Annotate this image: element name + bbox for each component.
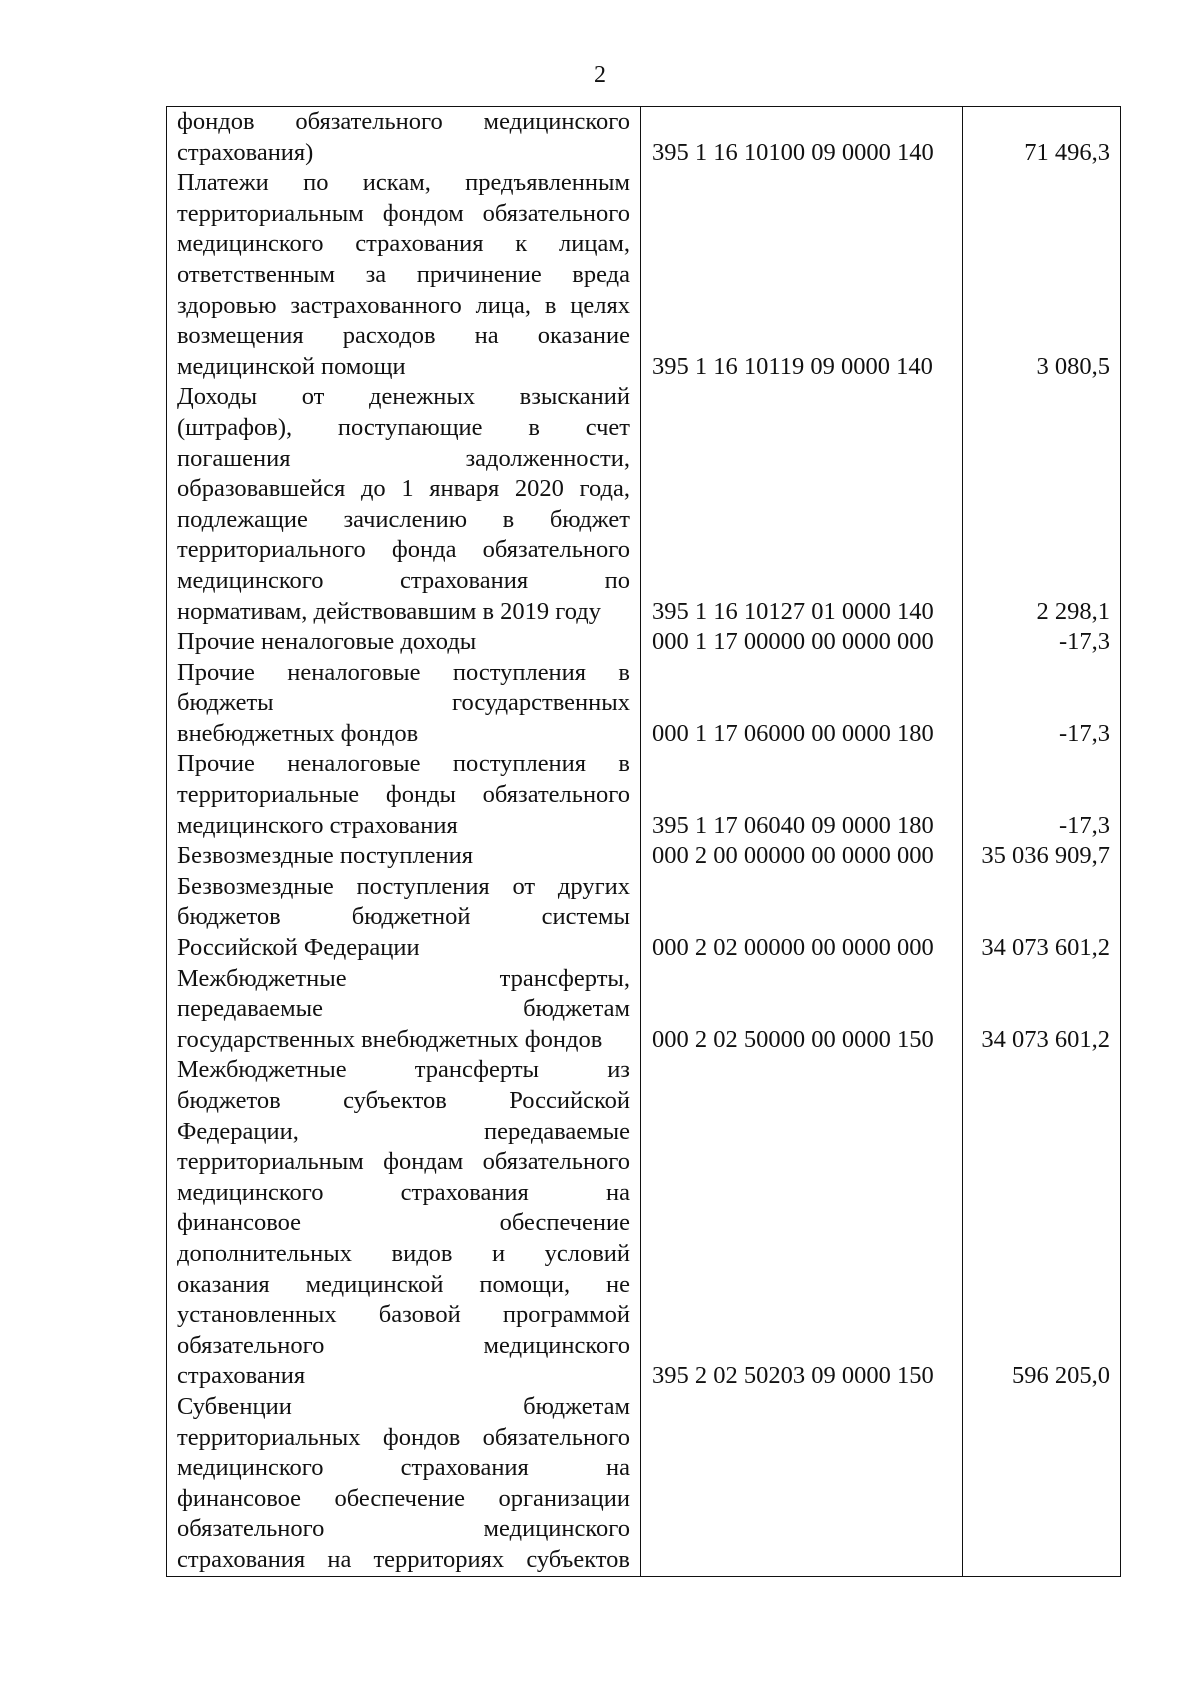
- revenue-name-line: оказания медицинской помощи, не: [177, 1270, 630, 1298]
- revenue-name-line: дополнительных видов и условий: [177, 1239, 630, 1267]
- table-row: [167, 168, 1121, 382]
- table-row: [167, 841, 1121, 872]
- budget-code-cell: 000 1 17 06000 00 0000 180: [641, 658, 963, 750]
- revenue-name-line: территориальным фондом обязательного: [177, 199, 630, 227]
- revenue-name-cell: [167, 841, 641, 872]
- revenue-name-line: обязательного медицинского: [177, 1515, 630, 1543]
- revenue-name-line: подлежащие зачислению в бюджет: [177, 505, 630, 533]
- revenue-name-line: государственных внебюджетных фондов: [177, 1025, 603, 1053]
- budget-code-cell: 000 1 17 00000 00 0000 000: [641, 627, 963, 658]
- amount-cell: -17,3: [963, 627, 1121, 658]
- revenue-name-line: бюджетов субъектов Российской: [177, 1087, 630, 1114]
- revenue-name-line: Безвозмездные поступления: [177, 842, 474, 870]
- revenue-name-line: территориальные фонды обязательного: [177, 781, 630, 809]
- amount-cell: 596 205,0: [963, 1055, 1121, 1392]
- revenue-name-line: Федерации, передаваемые: [177, 1117, 630, 1145]
- revenue-name-line: ответственным за причинение вреда: [177, 260, 630, 288]
- revenue-name-cell: [167, 872, 641, 964]
- revenue-name-cell: [167, 658, 641, 750]
- budget-code-cell: 395 1 17 06040 09 0000 180: [641, 749, 963, 841]
- revenue-name-line: Доходы от денежных взысканий: [177, 383, 630, 411]
- revenue-name-line: Субвенции бюджетам: [177, 1392, 630, 1420]
- amount-cell: [963, 1392, 1121, 1576]
- revenue-name-line: территориальным фондам обязательного: [177, 1148, 630, 1176]
- budget-code-cell: 000 2 02 50000 00 0000 150: [641, 964, 963, 1056]
- revenue-name-line: страхования): [177, 138, 314, 166]
- table-row: [167, 1392, 1121, 1576]
- table-row: [167, 872, 1121, 964]
- amount-cell: 2 298,1: [963, 382, 1121, 627]
- revenue-name-line: возмещения расходов на оказание: [177, 322, 630, 350]
- revenue-name-line: Российской Федерации: [177, 934, 420, 962]
- revenue-name-cell: [167, 107, 641, 169]
- revenue-name-line: Безвозмездные поступления от других: [177, 872, 630, 900]
- budget-code-cell: [641, 1392, 963, 1576]
- revenue-name-cell: [167, 1055, 641, 1392]
- revenue-name-line: Прочие неналоговые поступления в: [177, 750, 630, 778]
- table-row: [167, 658, 1121, 750]
- revenue-name-line: финансовое обеспечение организации: [177, 1484, 630, 1512]
- amount-cell: 71 496,3: [963, 107, 1121, 169]
- revenue-name-line: территориального фонда обязательного: [177, 536, 630, 564]
- budget-code-cell: 395 1 16 10100 09 0000 140: [641, 107, 963, 169]
- revenue-name-cell: [167, 749, 641, 841]
- table-row: [167, 382, 1121, 627]
- revenue-name-line: обязательного медицинского: [177, 1331, 630, 1359]
- table-row: [167, 627, 1121, 658]
- revenue-table: [166, 106, 1121, 1577]
- revenue-name-line: Межбюджетные трансферты из: [177, 1056, 630, 1084]
- budget-code-cell: 000 2 02 00000 00 0000 000: [641, 872, 963, 964]
- revenue-name-line: медицинской помощи: [177, 352, 406, 380]
- amount-cell: -17,3: [963, 749, 1121, 841]
- revenue-name-line: Платежи по искам, предъявленным: [177, 169, 630, 197]
- revenue-name-line: погашения задолженности,: [177, 444, 630, 472]
- revenue-name-line: установленных базовой программой: [177, 1301, 630, 1329]
- revenue-name-line: образовавшейся до 1 января 2020 года,: [177, 475, 630, 503]
- revenue-name-line: нормативам, действовавшим в 2019 году: [177, 597, 602, 625]
- revenue-name-line: финансовое обеспечение: [177, 1209, 630, 1237]
- amount-cell: 35 036 909,7: [963, 841, 1121, 872]
- table-row: [167, 1055, 1121, 1392]
- budget-code-cell: 395 1 16 10127 01 0000 140: [641, 382, 963, 627]
- budget-code-cell: 395 2 02 50203 09 0000 150: [641, 1055, 963, 1392]
- revenue-name-cell: [167, 627, 641, 658]
- amount-cell: 3 080,5: [963, 168, 1121, 382]
- revenue-name-line: здоровью застрахованного лица, в целях: [177, 291, 630, 319]
- revenue-name-line: медицинского страхования к лицам,: [177, 230, 630, 258]
- revenue-name-line: страхования: [177, 1362, 306, 1390]
- revenue-name-line: бюджеты государственных: [177, 689, 630, 717]
- revenue-name-line: медицинского страхования по: [177, 566, 630, 594]
- revenue-name-line: страхования на территориях субъектов: [177, 1545, 630, 1573]
- table-row: [167, 107, 1121, 169]
- budget-code-cell: 395 1 16 10119 09 0000 140: [641, 168, 963, 382]
- revenue-name-line: территориальных фондов обязательного: [177, 1423, 630, 1451]
- revenue-name-cell: [167, 168, 641, 382]
- revenue-name-line: Прочие неналоговые поступления в: [177, 658, 630, 686]
- table-row: [167, 964, 1121, 1056]
- revenue-name-line: фондов обязательного медицинского: [177, 108, 630, 135]
- revenue-name-line: (штрафов), поступающие в счет: [177, 413, 630, 441]
- budget-code-cell: 000 2 00 00000 00 0000 000: [641, 841, 963, 872]
- revenue-name-line: Межбюджетные трансферты,: [177, 964, 630, 992]
- revenue-name-line: внебюджетных фондов: [177, 719, 419, 747]
- revenue-name-line: передаваемые бюджетам: [177, 995, 630, 1023]
- revenue-name-line: медицинского страхования на: [177, 1178, 630, 1206]
- amount-cell: -17,3: [963, 658, 1121, 750]
- revenue-name-line: медицинского страхования на: [177, 1454, 630, 1482]
- revenue-name-cell: [167, 1392, 641, 1576]
- amount-cell: 34 073 601,2: [963, 964, 1121, 1056]
- page-number: 2: [594, 62, 606, 88]
- revenue-name-cell: [167, 382, 641, 627]
- table-row: [167, 749, 1121, 841]
- revenue-name-line: бюджетов бюджетной системы: [177, 903, 630, 931]
- revenue-name-line: медицинского страхования: [177, 811, 458, 839]
- revenue-name-line: Прочие неналоговые доходы: [177, 628, 477, 656]
- revenue-name-cell: [167, 964, 641, 1056]
- table-body: [167, 107, 1121, 1577]
- amount-cell: 34 073 601,2: [963, 872, 1121, 964]
